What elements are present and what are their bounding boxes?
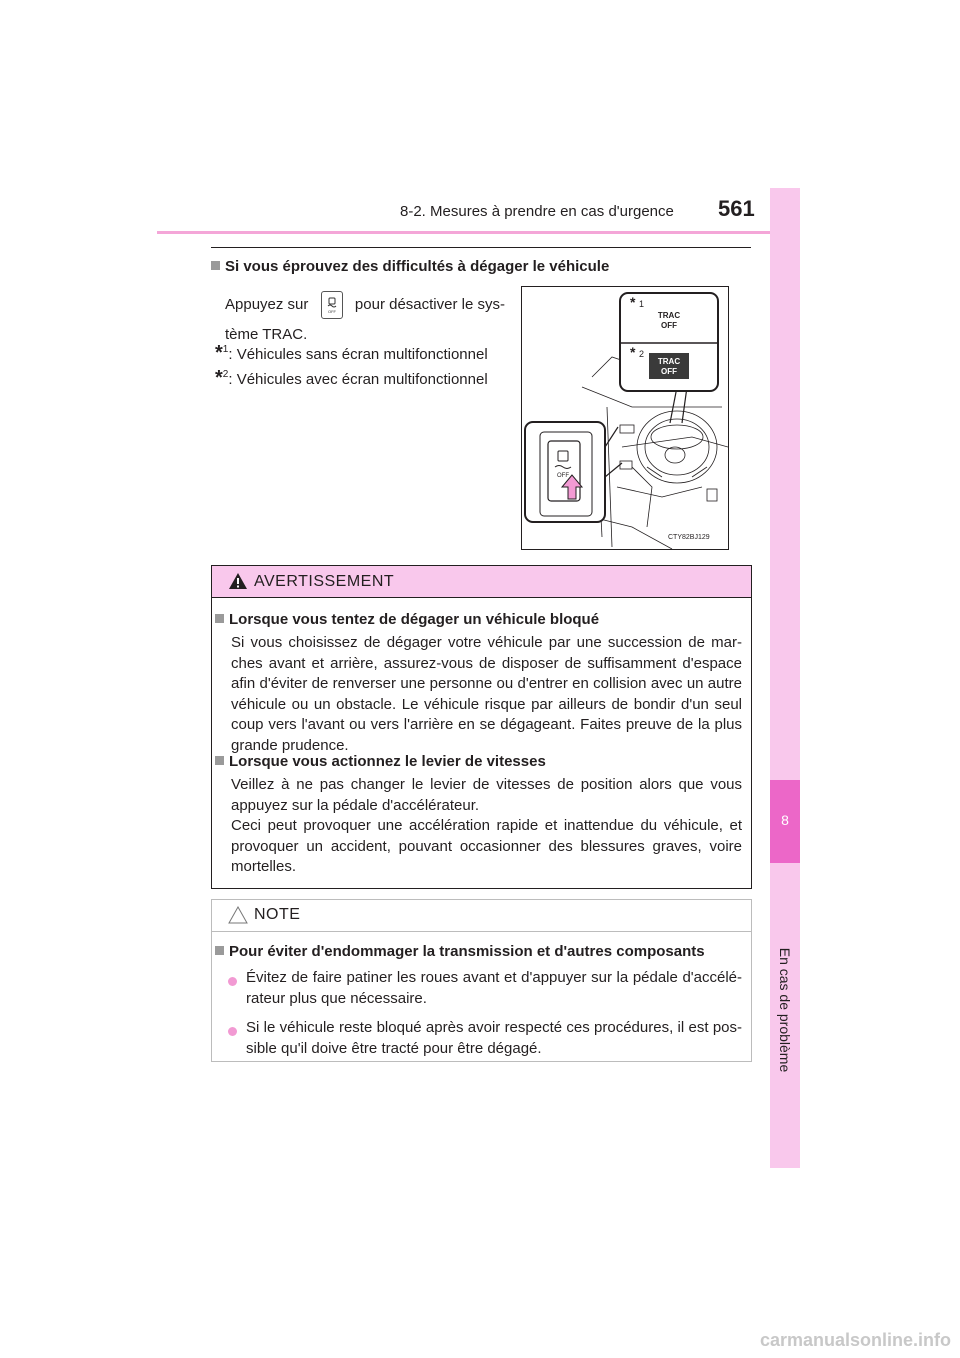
svg-text:OFF: OFF bbox=[557, 473, 569, 479]
warning-item-text: Veillez à ne pas changer le levier de vitesses de position alors que vous appuyez sur la pédale d'accélérateur. bbox=[231, 776, 742, 814]
warning-triangle-icon bbox=[228, 572, 248, 590]
note-box bbox=[211, 899, 752, 1062]
square-bullet-icon bbox=[215, 946, 224, 955]
instruction-text bbox=[225, 290, 505, 350]
note-bullet-item bbox=[228, 1018, 742, 1059]
svg-text:*: * bbox=[630, 294, 636, 310]
square-bullet-icon bbox=[215, 756, 224, 765]
figure-code: CTY82BJ129 bbox=[668, 534, 710, 541]
footnote-2 bbox=[215, 367, 488, 390]
warning-item-heading-text: Lorsque vous tentez de dégager un véhicule bloqué bbox=[229, 611, 600, 628]
warning-item-2 bbox=[215, 752, 742, 878]
trac-off-button-icon bbox=[321, 291, 343, 319]
bullet-dot-icon bbox=[228, 1027, 237, 1036]
warning-item-text: Si vous choisissez de dégager votre véhicule par une succession de mar-ches avant et arrière, assurez-vous de disposer de suffisamment d'espace afin d'éviter de renverser une personne ou d'entrer en collision avec un autre véhicule ou un obstacle. Le véhicule risque par ailleurs de bondir d'un seul coup vers l'avant ou vers l'arrière en se dégageant. Faites preuve de la plus grande prudence. bbox=[231, 634, 742, 754]
section-heading-text: Si vous éprouvez des difficultés à dégager le véhicule bbox=[225, 258, 610, 275]
footnote-2-num: 2 bbox=[222, 369, 229, 380]
svg-text:TRAC: TRAC bbox=[657, 311, 681, 320]
footnote-1 bbox=[215, 342, 488, 365]
footnote-1-text: : Véhicules sans écran multifonctionnel bbox=[228, 346, 488, 363]
warning-box bbox=[211, 565, 752, 889]
bullet-dot-icon bbox=[228, 977, 237, 986]
svg-text:TRAC: TRAC bbox=[657, 357, 681, 366]
square-bullet-icon bbox=[215, 614, 224, 623]
caution-triangle-icon bbox=[228, 906, 248, 924]
instruction-before: Appuyez sur bbox=[225, 296, 309, 313]
asterisk: * bbox=[215, 342, 223, 364]
note-content bbox=[215, 942, 742, 1059]
note-header bbox=[212, 900, 751, 932]
dashboard-drawing bbox=[522, 287, 728, 549]
warning-item-heading bbox=[215, 752, 742, 772]
footnote-1-num: 1 bbox=[222, 344, 229, 355]
note-bullet-text: Évitez de faire patiner les roues avant et d'appuyer sur la pédale d'accélé-rateur plus que nécessaire. bbox=[246, 969, 742, 1007]
chapter-number: 8 bbox=[781, 812, 789, 828]
svg-text:*: * bbox=[630, 344, 636, 360]
instruction-after-1: pour désactiver le sys- bbox=[354, 296, 505, 313]
watermark: carmanualsonline.info bbox=[760, 1330, 952, 1350]
chapter-title: En cas de problème bbox=[777, 947, 793, 1073]
svg-text:OFF: OFF bbox=[661, 321, 677, 330]
warning-title: AVERTISSEMENT bbox=[254, 573, 395, 590]
section-heading bbox=[211, 258, 609, 275]
instruction-after-2: tème TRAC. bbox=[225, 326, 308, 343]
note-heading bbox=[215, 942, 742, 962]
note-bullet-item bbox=[228, 968, 742, 1009]
svg-text:1: 1 bbox=[639, 299, 645, 309]
header-title: 8-2. Mesures à prendre en cas d'urgence bbox=[400, 203, 674, 220]
asterisk: * bbox=[215, 367, 223, 389]
note-bullet-text: Si le véhicule reste bloqué après avoir respecté ces procédures, il est pos-sible qu'il doive être tracté pour être dégagé. bbox=[246, 1019, 742, 1057]
warning-item-heading-text: Lorsque vous actionnez le levier de vitesses bbox=[229, 753, 546, 770]
warning-item-1 bbox=[215, 610, 742, 756]
svg-text:OFF: OFF bbox=[661, 367, 677, 376]
svg-text:2: 2 bbox=[639, 349, 645, 359]
svg-text:OFF: OFF bbox=[327, 309, 336, 314]
warning-item-heading bbox=[215, 610, 742, 630]
page-number: 561 bbox=[718, 196, 755, 221]
square-bullet-icon bbox=[211, 261, 220, 270]
note-title: NOTE bbox=[254, 906, 301, 923]
footnote-2-text: : Véhicules avec écran multifonctionnel bbox=[228, 371, 488, 388]
warning-item-text-2: Ceci peut provoquer une accélération rapide et inattendue du véhicule, et provoquer un accident, pouvant occasionner des blessures graves, voire mortelles. bbox=[231, 817, 742, 875]
dashboard-illustration bbox=[521, 286, 729, 550]
warning-header bbox=[212, 566, 751, 598]
note-heading-text: Pour éviter d'endommager la transmission et d'autres composants bbox=[229, 943, 705, 960]
header-rule bbox=[157, 231, 798, 234]
section-rule bbox=[211, 247, 751, 248]
